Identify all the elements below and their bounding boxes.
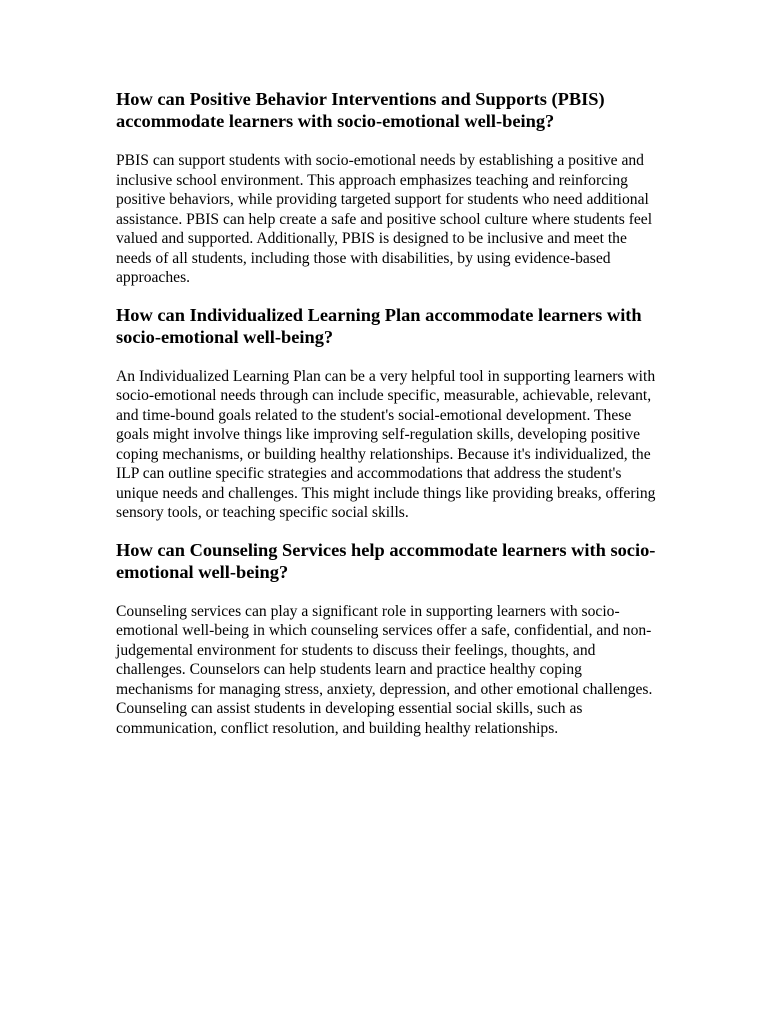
- section-heading: How can Counseling Services help accommodate learners with socio-emotional well-being?: [116, 539, 656, 582]
- section-paragraph: PBIS can support students with socio-emotional needs by establishing a positive and inclusive school environment. This approach emphasizes teaching and reinforcing positive behaviors, while providing targeted support for students who need additional assistance. PBIS can help create a safe and positive school culture where students feel valued and supported. Additionally, PBIS is designed to be inclusive and meet the needs of all students, including those with disabilities, by using evidence-based approaches.: [116, 152, 653, 286]
- document-page: [116, 88, 656, 754]
- section-paragraph: Counseling services can play a significant role in supporting learners with socio-emotional well-being in which counseling services offer a safe, confidential, and non-judgemental environment for students to discuss their feelings, thoughts, and challenges. Counselors can help students learn and practice healthy coping mechanisms for managing stress, anxiety, depression, and other emotional challenges. Counseling can assist students in developing essential social skills, such as communication, conflict resolution, and building healthy relationships.: [116, 602, 653, 737]
- section-heading: How can Positive Behavior Interventions and Supports (PBIS) accommodate learners with socio-emotional well-being?: [116, 89, 605, 131]
- section-counseling: [116, 539, 656, 739]
- section-heading: How can Individualized Learning Plan accommodate learners with socio-emotional well-being?: [116, 304, 642, 347]
- section-paragraph: An Individualized Learning Plan can be a very helpful tool in supporting learners with socio-emotional needs through can include specific, measurable, achievable, relevant, and time-bound goals related to the student's social-emotional development. These goals might involve things like improving self-regulation skills, developing positive coping mechanisms, or building healthy relationships. Because it's individualized, the ILP can outline specific strategies and accommodations that address the student's unique needs and challenges. This might include things like providing breaks, offering sensory tools, or teaching specific social skills.: [116, 367, 656, 521]
- section-pbis: [116, 88, 656, 288]
- section-ilp: [116, 304, 656, 523]
